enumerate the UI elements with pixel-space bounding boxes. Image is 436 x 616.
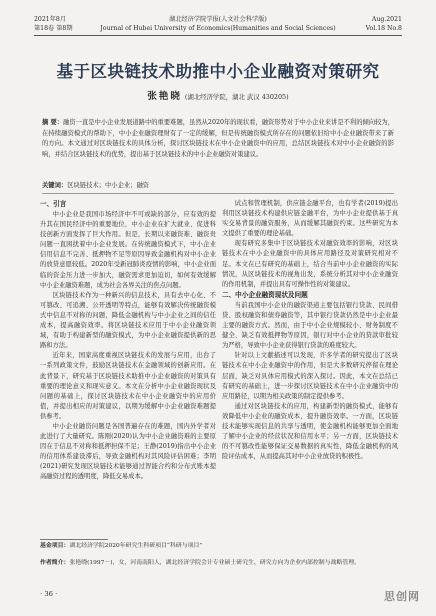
abstract-rule bbox=[42, 193, 394, 194]
paragraph: 当前我国中小企业的融资渠道主要包括银行贷款、民间借贷、股权融资和债券融资等，其中银行贷款仍然是中小企业最主要的融资方式。然而，由于中小企业规模较小、财务制度不健全、缺乏有效抵押物等原因，银行对中小企业的贷款审批较为严格，导致中小企业获得银行贷款的难度较大。 bbox=[222, 301, 398, 350]
keywords-text: 区块链技术；中小企业；融资 bbox=[67, 182, 150, 189]
header-date: 2021年8月 bbox=[34, 16, 67, 23]
paragraph: 针对以上文献描述可以发现，许多学者的研究提出了区块链技术在中小企业融资中的作用，但是大多数研究停留在理论层面，缺乏对具体应用模式的深入探讨。因此，本文在总结已有研究的基础上，进一步探讨区块链技术在中小企业融资中的应用路径，以期为相关政策的制定提供参考。 bbox=[222, 352, 398, 400]
paragraph: 通过对区块链技术的应用，构建新型的融资模式，能够有效降低中小企业的融资成本，提升融资效率。一方面，区块链技术能够实现信息的共享与透明，使金融机构能够更加全面地了解中小企业的经营状况和信用水平；另一方面，区块链技术的不可篡改性能够保证交易数据的真实性，降低金融机构的风险评估成本，从而提高其对中小企业放贷的积极性。 bbox=[222, 402, 398, 461]
keywords-label: 关键词： bbox=[42, 182, 68, 189]
header-volume-en: Vol.18 No.8 bbox=[365, 25, 402, 32]
paragraph: 区块链技术作为一种新兴的信息技术，具有去中心化、不可篡改、可追溯、公开透明等特点，能够有效解决传统融资模式中信息不对称的问题，降低金融机构与中小企业之间的信任成本，提高融资效率。将区块链技术应用于中小企业融资领域，有助于构建新型的融资模式，为中小企业融资提供新的思路和方法。 bbox=[40, 291, 216, 350]
paragraph: 近年来，国家高度重视区块链技术的发展与应用，出台了一系列政策文件，鼓励区块链技术在金融领域的创新应用。在此背景下，研究基于区块链技术助推中小企业融资的对策具有重要的理论意义和现实意义。本文在分析中小企业融资现状及问题的基础上，探讨区块链技术在中小企业融资中的应用价值，并提出相应的对策建议，以期为缓解中小企业融资难题提供参考。 bbox=[40, 352, 216, 420]
corner-watermark: 思创网 bbox=[384, 590, 420, 603]
header-volume: 第18卷 第8期 bbox=[34, 25, 73, 32]
abstract-label: 摘 要： bbox=[42, 119, 64, 126]
footnote-fund bbox=[40, 542, 396, 551]
paragraph: 试点和管理机制，供应链金融平台，也有学者(2019)提出利用区块链技术构建供应链金融平台，为中小企业提供基于真实交易背景的融资服务，从而缓解其融资约束。这些研究为本文提供了重要的理论基础。 bbox=[222, 200, 398, 238]
author-affiliation: (湖北经济学院，湖北 武汉 430205) bbox=[184, 93, 289, 101]
author-line bbox=[0, 88, 436, 102]
footnote-author bbox=[40, 559, 396, 568]
footnote-rule bbox=[40, 539, 108, 540]
abstract-text: 融资一直是中小企业发展道路中的重要难题，虽然从2020年的现状看，融资形势对于中小企业来讲是不利的倾向较为，在持续融资模式的帮助下，中小企业融资理财有了一定的缓解，但是传统融资模式所存在的问题依旧给中小企业融资带来了新的方向。本文通过对区块链技术的具体分析，探讨区块链技术在中小企业融资中的应用，总结区块链技术对中小企业融资的影响，并结合区块链技术的优势，提出基于区块链技术的中小企业融资对策建议。 bbox=[42, 119, 394, 158]
footnote-author-label: 作者简介： bbox=[40, 559, 70, 566]
header-journal-en: Journal of Hubei University of Economics(Humanities and Social Sciences) bbox=[100, 25, 336, 32]
section-heading-intro: 一、引言 bbox=[40, 200, 67, 208]
section-heading-status: 二、中小企业融资现状及问题 bbox=[222, 290, 308, 299]
header-date-en: Aug.2021 bbox=[371, 16, 402, 23]
author-name: 张艳晓 bbox=[147, 91, 182, 102]
paragraph: 中小企业是我国市场经济中不可或缺的部分，应有效的提升其在国民经济中的重要地位，中小企业在扩大就业、促进科技创新方面发挥了巨大作用。但是，长期以来融资难、融资贵问题一直困扰着中小企业发展。在传统融资模式下，中小企业信用信息不完善、抵押物不足等原因导致金融机构对中小企业的放贷意愿较低。2020年受新冠肺炎疫情的影响，中小企业面临的资金压力进一步加大，融资需求更加迫切，如何有效缓解中小企业融资难题，成为社会各界关注的焦点问题。 bbox=[40, 211, 216, 289]
footnote-fund-text: 湖北经济学院2020年研究生科研项目“科研与项目” bbox=[69, 543, 203, 549]
header-rule bbox=[34, 35, 402, 36]
header-journal-cn: 湖北经济学院学报(人文社会科学版) bbox=[169, 16, 267, 23]
footnote-fund-label: 基金项目： bbox=[40, 542, 70, 549]
keywords bbox=[42, 181, 394, 191]
paragraph: 中小企业融资问题是各国普遍存在的难题，国内外学者对此进行了大量研究。陈刚(2020)认为中小企业融资难的主要原因在于信息不对称和抵押担保不足；王静(2019)指出中小企业的信用体系建设滞后，导致金融机构对其风险评估困难；李明(2021)研究发现区块链技术能够通过智能合约和分布式账本提高融资过程的透明度，降低交易成本。 bbox=[40, 422, 216, 481]
body-column-left bbox=[40, 199, 216, 483]
paragraph: 现有研究多集中于区块链技术对融资效率的影响，对区块链技术在中小企业融资中的具体应用路径及对策研究相对不足。本文在已有研究的基础上，结合当前中小企业融资的实际情况，从区块链技术的视角出发，系统分析其对中小企业融资的作用机制，并提出具有可操作性的对策建议。 bbox=[222, 240, 398, 288]
body-column-right bbox=[222, 199, 398, 462]
paper-title: 基于区块链技术助推中小企业融资对策研究 bbox=[56, 62, 380, 81]
abstract bbox=[42, 118, 394, 160]
footnote-author-text: 张艳晓(1997－)，女，河南南阳人，湖北经济学院会计专业硕士研究生，研究方向为企业内部控制与战略管理。 bbox=[69, 560, 361, 566]
page-number: · 36 · bbox=[40, 590, 58, 598]
